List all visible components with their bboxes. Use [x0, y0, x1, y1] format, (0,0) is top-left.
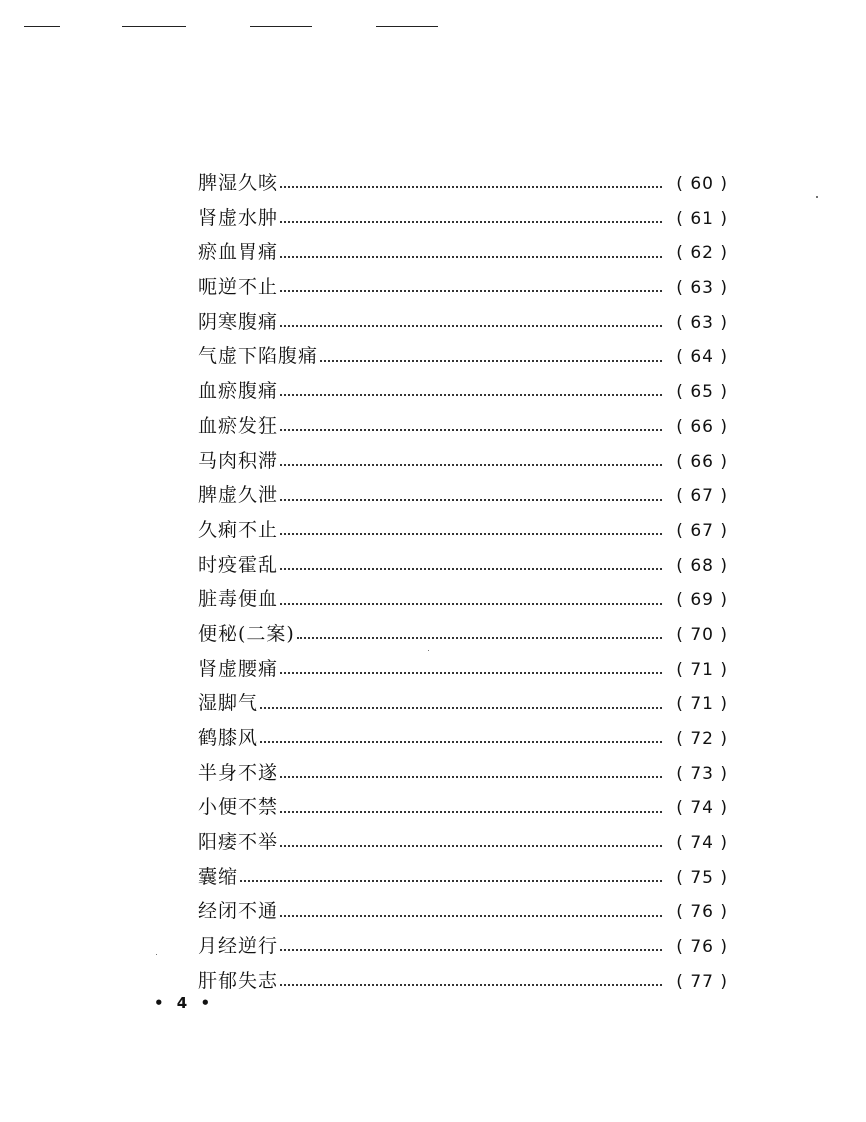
top-rule-3 — [250, 26, 312, 27]
toc-entry-title: 呃逆不止 — [198, 276, 279, 299]
toc-entry — [198, 721, 728, 756]
toc-entry — [198, 790, 728, 825]
toc-entry-page: ( 70 ) — [676, 624, 728, 645]
toc-entry-page: ( 71 ) — [676, 694, 728, 715]
toc-entry — [198, 409, 728, 444]
toc-dot-leader — [280, 256, 662, 258]
toc-entry — [198, 513, 728, 548]
toc-dot-leader — [280, 776, 662, 778]
toc-entry-title: 瘀血胃痛 — [198, 241, 279, 264]
toc-entry — [198, 478, 728, 513]
toc-dot-leader — [320, 360, 662, 362]
scan-speck — [816, 196, 818, 198]
toc-dot-leader — [280, 811, 662, 813]
toc-entry-page: ( 64 ) — [676, 347, 728, 368]
toc-entry-page: ( 62 ) — [676, 243, 728, 264]
toc-entry-title: 小便不禁 — [198, 796, 279, 819]
toc-entry — [198, 582, 728, 617]
toc-dot-leader — [260, 741, 662, 743]
toc-dot-leader — [280, 499, 662, 501]
toc-entry-page: ( 71 ) — [676, 659, 728, 680]
toc-entry-page: ( 76 ) — [676, 902, 728, 923]
toc-dot-leader — [280, 290, 662, 292]
top-rule-1 — [24, 26, 60, 27]
toc-dot-leader — [280, 325, 662, 327]
toc-entry-title: 半身不遂 — [198, 761, 279, 784]
toc-dot-leader — [240, 880, 662, 882]
toc-dot-leader — [280, 672, 662, 674]
toc-entry-page: ( 76 ) — [676, 937, 728, 958]
toc-dot-leader — [280, 915, 662, 917]
toc-entry-page: ( 60 ) — [676, 174, 728, 194]
toc-entry-page: ( 63 ) — [676, 312, 728, 333]
toc-dot-leader — [280, 221, 662, 223]
toc-entry — [198, 686, 728, 721]
toc-dot-leader — [280, 429, 662, 431]
toc-entry-page: ( 74 ) — [676, 833, 728, 854]
toc-entry — [198, 964, 728, 999]
toc-entry-page: ( 68 ) — [676, 555, 728, 576]
toc-entry — [198, 339, 728, 374]
toc-entry — [198, 825, 728, 860]
toc-dot-leader — [280, 394, 662, 396]
toc-entry-page: ( 72 ) — [676, 729, 728, 749]
toc-dot-leader — [280, 186, 662, 188]
toc-entry-page: ( 75 ) — [676, 867, 728, 888]
scan-speck — [156, 954, 157, 955]
toc-entry-title: 气虚下陷腹痛 — [198, 345, 319, 368]
toc-entry-title: 阴寒腹痛 — [198, 310, 279, 333]
toc-entry-page: ( 65 ) — [676, 382, 728, 403]
toc-entry — [198, 548, 728, 583]
toc-dot-leader — [260, 707, 662, 709]
toc-entry — [198, 166, 728, 201]
toc-entry-page: ( 63 ) — [676, 278, 728, 299]
toc-dot-leader — [280, 845, 662, 847]
toc-entry-page: ( 73 ) — [676, 763, 728, 784]
toc-dot-leader — [280, 603, 662, 605]
toc-entry — [198, 201, 728, 236]
toc-entry-title: 血瘀腹痛 — [198, 380, 279, 403]
toc-entry-title: 马肉积滞 — [198, 449, 279, 472]
toc-entry-title: 阳痿不举 — [198, 831, 279, 854]
toc-entry-page: ( 66 ) — [676, 416, 728, 437]
toc-dot-leader — [280, 984, 662, 986]
toc-entry — [198, 235, 728, 270]
toc-entry-title: 时疫霍乱 — [198, 553, 279, 576]
toc-entry-page: ( 74 ) — [676, 798, 728, 819]
toc-entry-title: 囊缩 — [198, 865, 239, 888]
toc-entry — [198, 756, 728, 791]
toc-entry-title: 月经逆行 — [198, 935, 279, 958]
toc-dot-leader — [280, 533, 662, 535]
toc-entry-title: 脾虚久泄 — [198, 484, 279, 507]
toc-entry — [198, 652, 728, 687]
toc-entry-title: 肾虚腰痛 — [198, 657, 279, 680]
toc-entry — [198, 374, 728, 409]
table-of-contents — [198, 166, 728, 999]
top-rule-2 — [122, 26, 186, 27]
toc-entry — [198, 444, 728, 479]
top-rule-4 — [376, 26, 438, 27]
toc-entry-title: 久痢不止 — [198, 518, 279, 541]
toc-entry-title: 鹤膝风 — [198, 727, 259, 749]
toc-entry — [198, 929, 728, 964]
toc-entry-page: ( 61 ) — [676, 208, 728, 229]
toc-dot-leader — [297, 637, 662, 639]
toc-entry-title: 肝郁失志 — [198, 969, 279, 992]
toc-dot-leader — [280, 568, 662, 570]
toc-entry-title: 脾湿久咳 — [198, 172, 279, 194]
toc-entry — [198, 860, 728, 895]
toc-entry-title: 湿脚气 — [198, 692, 259, 715]
toc-entry-title: 脏毒便血 — [198, 588, 279, 611]
toc-entry — [198, 894, 728, 929]
toc-entry-page: ( 67 ) — [676, 520, 728, 541]
toc-dot-leader — [280, 464, 662, 466]
toc-entry-page: ( 67 ) — [676, 486, 728, 507]
toc-entry-page: ( 69 ) — [676, 590, 728, 611]
toc-entry-title: 经闭不通 — [198, 900, 279, 923]
scan-speck — [428, 650, 429, 651]
toc-entry-title: 便秘(二案) — [198, 622, 295, 645]
toc-entry — [198, 305, 728, 340]
toc-entry — [198, 270, 728, 305]
toc-entry-title: 血瘀发狂 — [198, 414, 279, 437]
toc-entry-page: ( 66 ) — [676, 451, 728, 472]
toc-dot-leader — [280, 949, 662, 951]
toc-entry — [198, 617, 728, 652]
toc-entry-title: 肾虚水肿 — [198, 206, 279, 229]
toc-entry-page: ( 77 ) — [676, 971, 728, 992]
page-number: • 4 • — [154, 994, 215, 1012]
